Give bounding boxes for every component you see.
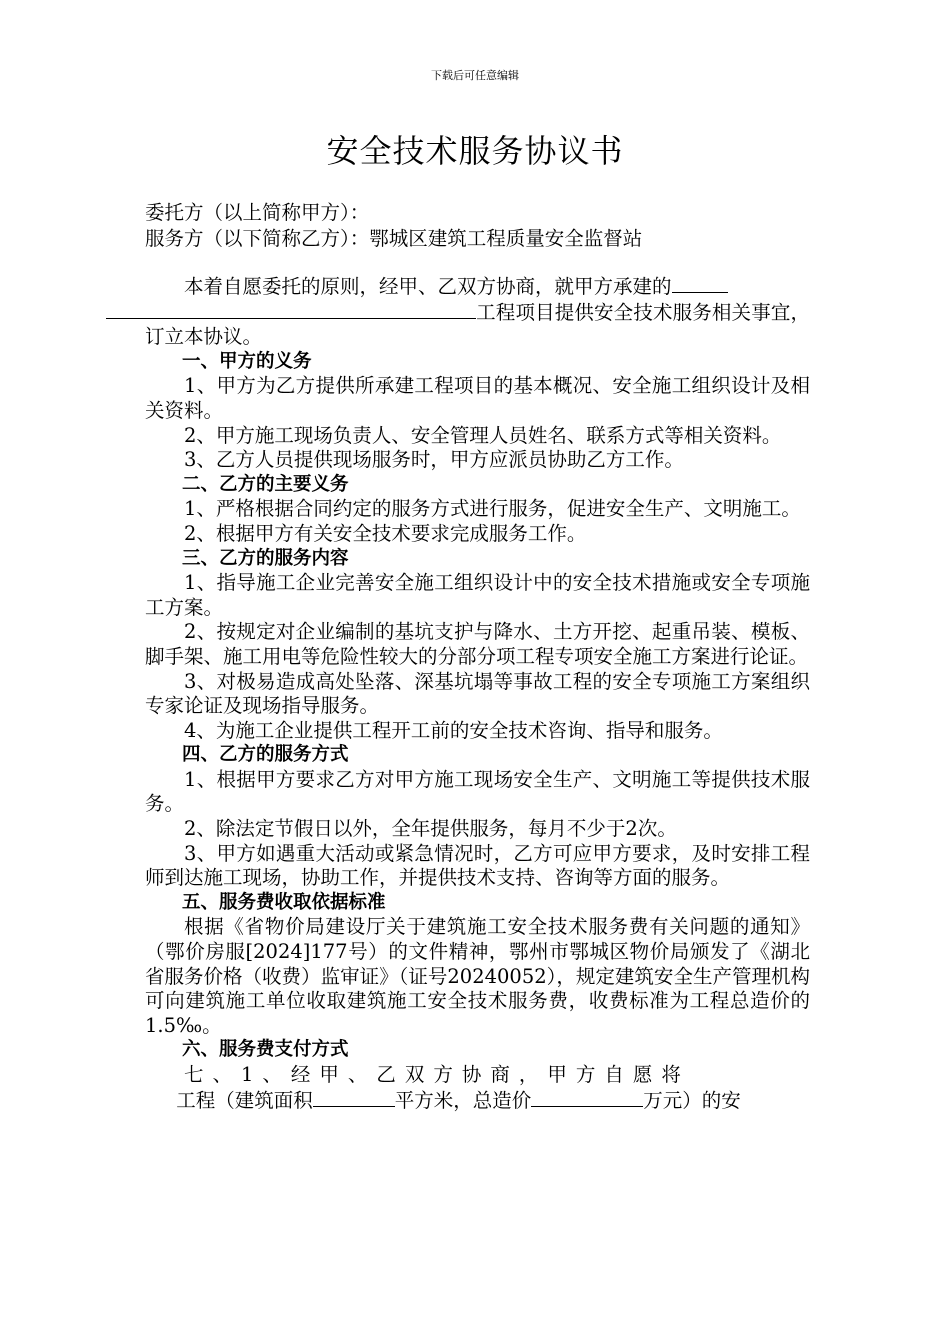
section-1-item-1: 1、甲方为乙方提供所承建工程项目的基本概况、安全施工组织设计及相关资料。 — [145, 374, 810, 422]
project-name-blank-continued — [106, 300, 476, 319]
section-7-line-1: 七、1、经甲、乙双方协商，甲方自愿将 — [184, 1063, 690, 1086]
section-2-heading: 二、乙方的主要义务 — [182, 473, 349, 495]
section-3-item-1: 1、指导施工企业完善安全施工组织设计中的安全技术措施或安全专项施工方案。 — [145, 571, 810, 619]
section-4-heading: 四、乙方的服务方式 — [182, 744, 349, 766]
section-5-paragraph: 根据《省物价局建设厅关于建筑施工安全技术服务费有关问题的通知》（鄂价房服[2024]177号）的文件精神，鄂州市鄂城区物价局颁发了《湖北省服务价格（收费）监审证》（证号20240052），规定建筑安全生产管理机构可向建筑施工单位收取建筑施工安全技术服务费，收费标准为工程总造价的1.5‰。 — [145, 915, 810, 1037]
section-3-item-4: 4、为施工企业提供工程开工前的安全技术咨询、指导和服务。 — [184, 718, 723, 742]
section-7-line-2 — [145, 1088, 810, 1114]
section-4-item-3: 3、甲方如遇重大活动或紧急情况时，乙方可应甲方要求，及时安排工程师到达施工现场，协助工作，并提供技术支持、咨询等方面的服务。 — [145, 841, 810, 890]
section-5-heading: 五、服务费收取依据标准 — [182, 891, 386, 913]
section-7-text-2: 工程（建筑面积 — [176, 1088, 313, 1112]
intro-text-part1: 本着自愿委托的原则，经甲、乙双方协商，就甲方承建的 — [184, 275, 672, 298]
section-1-heading: 一、甲方的义务 — [182, 350, 312, 372]
section-7-text-4: 万元）的安 — [643, 1088, 741, 1112]
section-1-item-2: 2、甲方施工现场负责人、安全管理人员姓名、联系方式等相关资料。 — [184, 423, 782, 447]
section-6-heading: 六、服务费支付方式 — [182, 1039, 349, 1061]
intro-text-part2: 工程项目提供安全技术服务相关事宜，订立本协议。 — [145, 300, 810, 349]
section-3-item-3: 3、对极易造成高处坠落、深基坑塌等事故工程的安全专项施工方案组织专家论证及现场指导服务。 — [145, 669, 810, 718]
total-cost-blank — [531, 1088, 643, 1107]
section-7-text-3: 平方米，总造价 — [394, 1088, 532, 1112]
section-4-item-2: 2、除法定节假日以外，全年提供服务，每月不少于2次。 — [184, 817, 677, 841]
section-1-item-3: 3、乙方人员提供现场服务时，甲方应派员协助乙方工作。 — [184, 448, 684, 472]
section-2-item-1: 1、严格根据合同约定的服务方式进行服务，促进安全生产、文明施工。 — [184, 497, 801, 521]
section-4-item-1: 1、根据甲方要求乙方对甲方施工现场安全生产、文明施工等提供技术服务。 — [145, 767, 810, 816]
header-note: 下载后可任意编辑 — [431, 69, 519, 82]
agreement-body — [145, 274, 810, 1113]
provider-party-line: 服务方（以下简称乙方）：鄂城区建筑工程质量安全监督站 — [145, 227, 643, 250]
document-title: 安全技术服务协议书 — [326, 132, 624, 170]
section-3-heading: 三、乙方的服务内容 — [182, 547, 349, 569]
building-area-blank — [313, 1088, 395, 1107]
section-3-item-2: 2、按规定对企业编制的基坑支护与降水、土方开挖、起重吊装、模板、脚手架、施工用电等危险性较大的分部分项工程专项安全施工方案进行论证。 — [145, 620, 810, 668]
intro-paragraph — [145, 274, 810, 350]
section-2-item-2: 2、根据甲方有关安全技术要求完成服务工作。 — [184, 521, 587, 545]
client-party-line: 委托方（以上简称甲方）： — [145, 201, 370, 224]
project-name-blank — [672, 274, 728, 293]
